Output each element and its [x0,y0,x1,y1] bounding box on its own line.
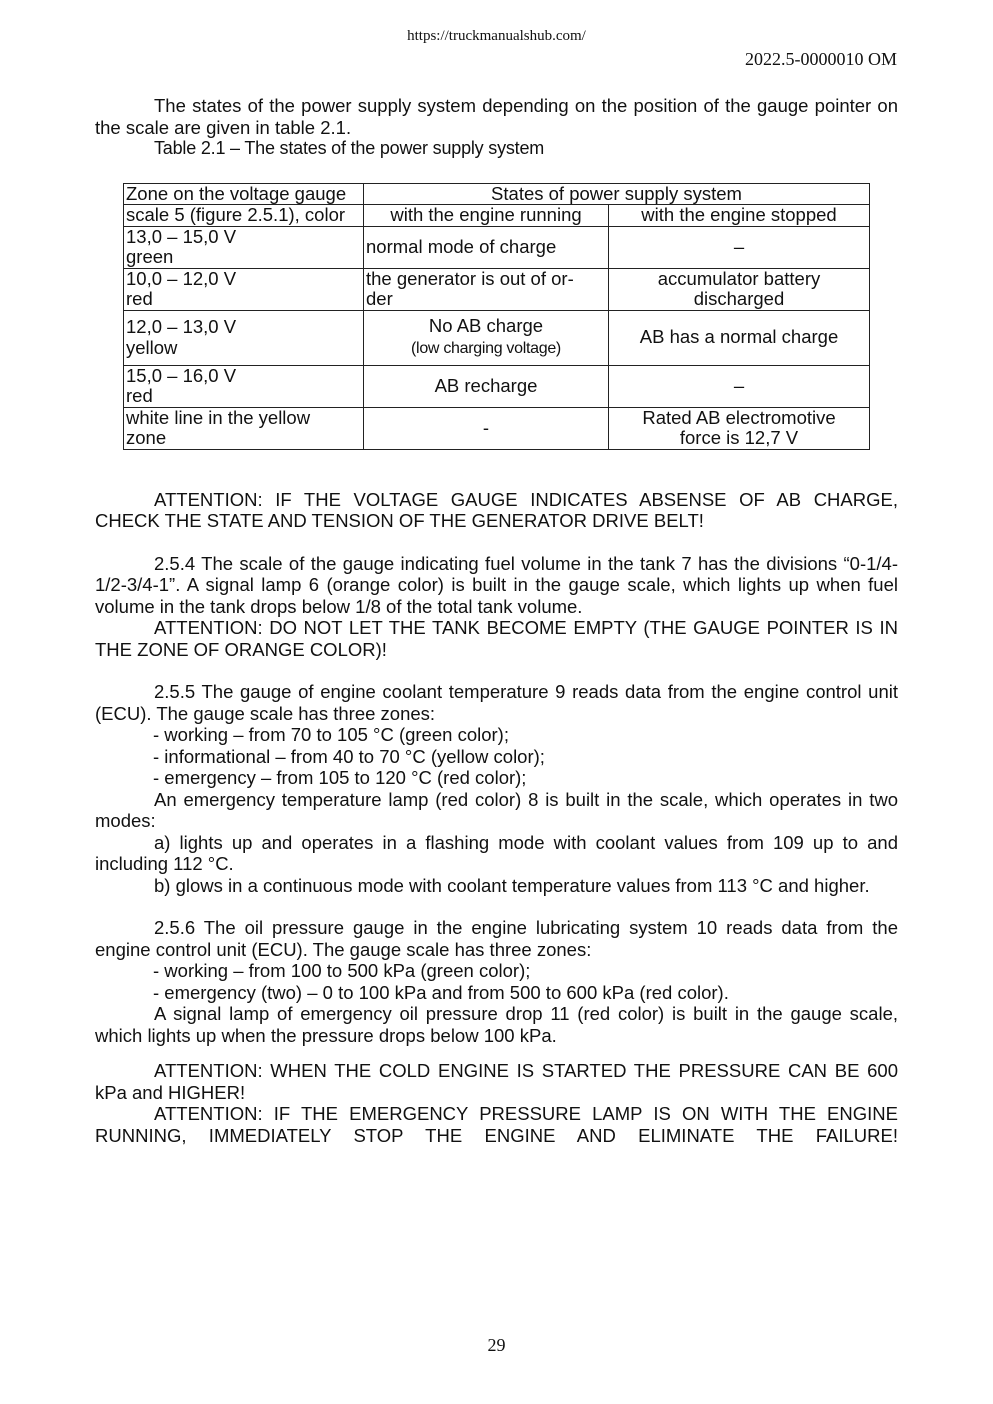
zone-value: 15,0 – 16,0 V [126,364,237,386]
coolant-lamp-text: An emergency temperature lamp (red color) 8 is built in the scale, which operates in two modes: [95,788,898,831]
zone-cell [124,310,364,365]
zone-cell [124,226,364,268]
running-note: (low charging voltage) [411,339,561,357]
stopped-line-2: discharged [693,288,785,309]
zone-value: 12,0 – 13,0 V [126,316,237,337]
zone-value: 10,0 – 12,0 V [126,267,237,289]
section-2-5-5-text: 2.5.5 The gauge of engine coolant temperature 9 reads data from the engine control unit (ECU). The gauge scale has three zones: [95,681,898,724]
stopped-line-1: Rated AB electromotive [642,406,836,428]
zone-color: green [126,246,174,267]
zone-color: yellow [126,336,178,358]
header-stopped-cell: with the engine stopped [609,205,870,227]
zone-color: zone [126,427,167,448]
intro-paragraph: The states of the power supply system depending on the position of the gauge pointer on the scale are given in table 2.1. [95,95,898,138]
section-2-5-6-text: 2.5.6 The oil pressure gauge in the engine lubricating system 10 reads data from the engine control unit (ECU). The gauge scale has three zones: [95,917,898,960]
page-number: 29 [487,1335,506,1355]
stopped-line-1: accumulator battery [657,267,821,289]
coolant-zone-informational: - informational – from 40 to 70 °C (yellow color); [153,745,545,767]
page-content [95,95,898,1146]
attention-fuel: ATTENTION: DO NOT LET THE TANK BECOME EMPTY (THE GAUGE POINTER IS IN THE ZONE OF ORANGE COLOR)! [95,617,898,660]
running-cell [364,268,609,310]
coolant-zone-emergency: - emergency – from 105 to 120 °C (red color); [153,767,527,788]
header-zone-cell [124,183,364,205]
zone-cell [124,407,364,449]
zone-color: red [126,385,153,406]
running-line-1: No AB charge [428,315,544,336]
oil-zone-emergency: - emergency (two) – 0 to 100 kPa and from 500 to 600 kPa (red color). [153,981,729,1003]
coolant-zone-working: - working – from 70 to 105 °C (green color); [153,724,509,745]
table-row [124,226,870,268]
attention-voltage: ATTENTION: IF THE VOLTAGE GAUGE INDICATES ABSENSE OF AB CHARGE, CHECK THE STATE AND TENSION OF THE GENERATOR DRIVE BELT! [95,488,898,531]
header-url: https://truckmanualshub.com/ [407,28,586,44]
attention-cold-engine: ATTENTION: WHEN THE COLD ENGINE IS STARTED THE PRESSURE CAN BE 600 kPa and HIGHER! [95,1060,898,1103]
stopped-cell: – [609,226,870,268]
stopped-cell [609,268,870,310]
zone-value: white line in the yellow [126,406,311,428]
section-2-5-4-text: 2.5.4 The scale of the gauge indicating fuel volume in the tank 7 has the divisions “0-1/4-1/2-3/4-1”. A signal lamp 6 (orange color) is built in the gauge scale, which lights up when fuel volume in the tank drops below 1/8 of the total tank volume. [95,552,898,617]
running-cell: normal mode of charge [364,226,609,268]
header-running-cell: with the engine running [364,205,609,227]
table-row [124,310,870,365]
table-row [124,365,870,407]
table-header-row [124,183,870,205]
stopped-line-2: force is 12,7 V [679,427,799,448]
coolant-mode-a: a) lights up and operates in a flashing mode with coolant values from 109 up to and including 112 °C. [95,831,898,874]
table-row [124,268,870,310]
running-cell [364,310,609,365]
stopped-cell: – [609,365,870,407]
zone-cell [124,268,364,310]
header-zone-line-1: Zone on the voltage gauge [126,182,347,204]
running-cell: - [364,407,609,449]
oil-zone-working: - working – from 100 to 500 kPa (green color); [153,960,531,981]
table-row [124,407,870,449]
header-zone-cell-2: scale 5 (figure 2.5.1), color [124,205,364,227]
stopped-cell [609,407,870,449]
document-number: 2022.5-0000010 OM [745,49,897,69]
oil-lamp-text: A signal lamp of emergency oil pressure drop 11 (red color) is built in the gauge scale, which lights up when the pressure drops below 100 kPa. [95,1003,898,1046]
zone-value: 13,0 – 15,0 V [126,225,237,247]
zone-color: red [126,288,153,309]
zone-cell [124,365,364,407]
coolant-mode-b: b) glows in a continuous mode with coolant temperature values from 113 °C and higher. [154,874,870,896]
header-states-cell: States of power supply system [364,183,870,205]
running-cell: AB recharge [364,365,609,407]
table-subheader-row [124,205,870,227]
power-supply-states-table [123,183,870,450]
attention-pressure-lamp: ATTENTION: IF THE EMERGENCY PRESSURE LAMP IS ON WITH THE ENGINE RUNNING, IMMEDIATELY STOP THE ENGINE AND ELIMINATE THE FAILURE! [95,1103,898,1146]
running-line-1: the generator is out of or- [366,267,574,289]
running-line-2: der [366,288,393,309]
stopped-cell: AB has a normal charge [609,310,870,365]
table-caption: Table 2.1 – The states of the power supply system [154,138,545,158]
